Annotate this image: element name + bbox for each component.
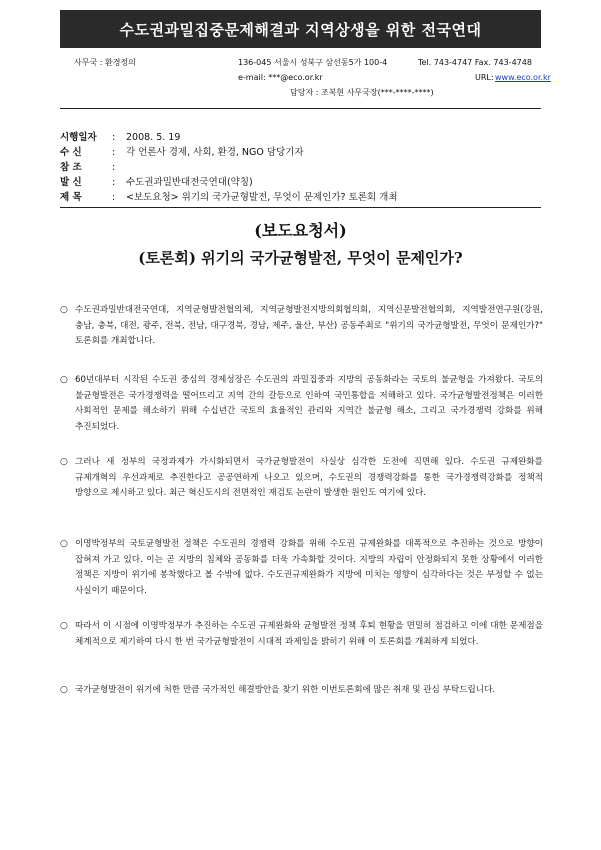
- meta-label: 발 신: [60, 177, 82, 188]
- meta-row-subject: 제 목 : <보도요청> 위기의 국가균형발전, 무엇이 문제인가? 토론회 개최: [60, 190, 541, 205]
- meta-value: 수도권과밀반대전국연대(약칭): [126, 177, 253, 188]
- paragraph-text: 그러나 새 정부의 국정과제가 가시화되면서 국가균형발전이 사실상 심각한 도전에 직면해 있다. 수도권 규제완화를 규제개혁의 우선과제로 추진한다고 공공연하게 나오고 있으며, 수도권의 경쟁력강화를 통한 국가경쟁력강화를 정책적 방향으로 제시하고 있다. 최근 혁신도시의 전면적인 재검토 논란이 발생한 원인도 여기에 있다.: [75, 457, 543, 498]
- bullet-circle-icon: ○: [60, 305, 68, 315]
- address-text: 136-045 서울시 성북구 삼선동5가 100-4: [238, 58, 388, 67]
- url-label: URL:: [475, 73, 494, 82]
- bullet-circle-icon: ○: [60, 685, 68, 695]
- organization-name: 수도권과밀집중문제해결과 지역상생을 위한 전국연대: [119, 20, 482, 39]
- meta-row-recipient: 수 신 : 각 언론사 경제, 사회, 환경, NGO 담당기자: [60, 145, 541, 160]
- secretariat-text: 사무국 : 환경정의: [74, 58, 136, 67]
- meta-value: 2008. 5. 19: [126, 132, 181, 143]
- meta-value: [126, 160, 541, 175]
- document-title: (토론회) 위기의 국가균형발전, 무엇이 문제인가?: [138, 249, 463, 267]
- document-type: (보도요청서): [254, 221, 347, 240]
- body-paragraph: [60, 683, 543, 699]
- bullet-circle-icon: ○: [60, 539, 68, 549]
- meta-label: 제 목: [60, 192, 82, 203]
- paragraph-text: 따라서 이 시점에 이명박정부가 추진하는 수도권 규제완화와 균형발전 정책 후퇴 현황을 면밀히 점검하고 이에 대한 문제점을 체계적으로 제기하여 다시 한 번 국가균형발전이 시대적 과제임을 밝히기 위해 이 토론회를 개최하게 되었다.: [75, 621, 543, 647]
- meta-row-sender: 발 신 : 수도권과밀반대전국연대(약칭): [60, 175, 541, 190]
- meta-label: 시행일자: [60, 132, 97, 143]
- body-paragraph: [60, 303, 543, 350]
- meta-row-reference: 참 조 :: [60, 160, 541, 175]
- meta-row-date: 시행일자 : 2008. 5. 19: [60, 130, 541, 145]
- body-paragraph: [60, 619, 543, 650]
- body-paragraph: [60, 455, 543, 502]
- meta-value: 각 언론사 경제, 사회, 환경, NGO 담당기자: [126, 147, 304, 158]
- paragraph-text: 이명박정부의 국토균형발전 정책은 수도권의 경쟁력 강화를 위해 수도권 규제완화를 대폭적으로 추진하는 것으로 방향이 잡혀져 가고 있다. 이는 곧 지방의 침체와 공동화를 더욱 가속화할 것이다. 지방의 자립이 안정화되지 못한 상황에서 이러한 정책은 지방이 위기에 봉착했다고 볼 수밖에 없다. 수도권규제완화가 지방에 미치는 영향이 심각하다는 것은 부정할 수 없는 사실이기 때문이다.: [75, 539, 543, 596]
- paragraph-text: 60년대부터 시작된 수도권 중심의 경제성장은 수도권의 과밀집중과 지방의 공동화라는 국토의 불균형을 가져왔다. 국토의 불균형발전은 국가경쟁력을 떨어뜨리고 지역 간의 갈등으로 인하여 국민통합을 저해하고 있다. 국가균형발전정책은 이러한 사회적인 문제를 해소하기 위해 수십년간 국토의 효율적인 관리와 지역간 불균형 해소, 그리고 국가경쟁력 강화를 위해 추진되었다.: [75, 375, 543, 432]
- bullet-circle-icon: ○: [60, 375, 68, 385]
- bullet-circle-icon: ○: [60, 621, 68, 631]
- meta-divider: [60, 207, 541, 208]
- organization-banner: [60, 10, 541, 48]
- meta-value: <보도요청> 위기의 국가균형발전, 무엇이 문제인가? 토론회 개최: [126, 192, 398, 203]
- email-text: e-mail: ***@eco.or.kr: [238, 73, 323, 82]
- body-paragraph: [60, 537, 543, 599]
- meta-block: [60, 130, 541, 205]
- bullet-circle-icon: ○: [60, 457, 68, 467]
- paragraph-text: 수도권과밀반대전국연대, 지역균형발전협의체, 지역균형발전지방의회협의회, 지역신문발전협의회, 지역발전연구원(강원, 충남, 충북, 대전, 광주, 전북, 전남, 대구경북, 경남, 제주, 울산, 부산) 공동주최로 "위기의 국가균형발전, 무엇이 문제인가?" 토론회를 개최합니다.: [75, 305, 543, 346]
- website-link[interactable]: www.eco.or.kr: [495, 73, 551, 82]
- body-paragraph: [60, 373, 543, 435]
- header-divider: [60, 108, 541, 109]
- tel-fax-text: Tel. 743-4747 Fax. 743-4748: [418, 58, 532, 67]
- meta-label: 수 신: [60, 147, 82, 158]
- contact-person-text: 담당자 : 조복현 사무국장(***-****-****): [290, 88, 434, 97]
- meta-label: 참 조: [60, 162, 82, 173]
- paragraph-text: 국가균형발전이 위기에 처한 만큼 국가적인 해결방안을 찾기 위한 이번토론회에 많은 취재 및 관심 부탁드립니다.: [75, 685, 496, 695]
